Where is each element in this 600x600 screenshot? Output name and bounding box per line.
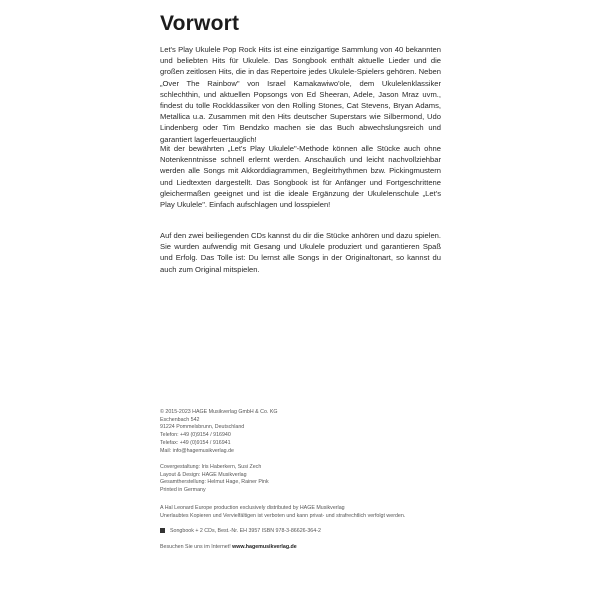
- website-link[interactable]: www.hagemusikverlag.de: [232, 544, 297, 550]
- credit-printed: Printed in Germany: [160, 487, 206, 494]
- phone-line: Telefon: +49 (0)9154 / 916940: [160, 432, 231, 439]
- square-bullet-icon: [160, 528, 165, 533]
- copyright-line: © 2015-2023 HAGE Musikverlag GmbH & Co. KG: [160, 409, 278, 415]
- fax-line: Telefax: +49 (0)9154 / 916941: [160, 439, 231, 446]
- publisher-info: [160, 409, 450, 455]
- address-city: 91224 Pommelsbrunn, Deutschland: [160, 424, 245, 431]
- paragraph-cds: Auf den zwei beiliegenden CDs kannst du dir die Stücke anhören und dazu spielen. Sie wurden aufwendig mit Gesang und Ukulele produziert und garantieren Spaß und Erfolg. Das Tolle ist: Du lernst alle Songs in der Originaltonart, so kannst du auch zum Original mitspielen.: [160, 231, 441, 274]
- website-info: [160, 544, 450, 552]
- credit-layout: Layout & Design: HAGE Musikverlag: [160, 471, 247, 478]
- paragraph-intro: Let's Play Ukulele Pop Rock Hits ist eine einzigartige Sammlung von 40 bekannten und beliebten Hits für Ukulele. Das Songbook enthält aktuelle Lieder und die großen zeitlosen Hits, die in das Repertoire jedes Ukulele-Spielers gehören. Neben „Over The Rainbow" von Israel Kamakawiwo'ole, dem Ukulelenklassiker schlechthin, und aktuellen Popsongs von Ed Sheeran, Adele, Jason Mraz uvm., findest du tolle Rockklassiker von den Rolling Stones, Cat Stevens, Bryan Adams, Metallica u.a. Zusammen mit den Hits deutscher Superstars wie Silbermond, Udo Lindenberg oder Tim Bendzko machen sie das Buch abwechslungsreich und garantiert lagerfeuertauglich!: [160, 45, 441, 144]
- product-info: [160, 528, 450, 536]
- mail-line: Mail: info@hagemusikverlag.de: [160, 447, 234, 454]
- legal-info: [160, 505, 450, 520]
- page-title: Vorwort: [160, 12, 240, 35]
- website-prefix: Besuchen Sie uns im Internet!: [160, 544, 231, 550]
- credit-cover: Covergestaltung: Iris Haberkern, Susi Zech: [160, 464, 262, 470]
- distribution-line: A Hal Leonard Europe production exclusively distributed by HAGE Musikverlag: [160, 505, 345, 511]
- copy-warning-line: Unerlaubtes Kopieren und Vervielfältigen ist verboten und kann privat- und strafrechtlich verfolgt werden.: [160, 512, 406, 519]
- credits-info: [160, 464, 450, 495]
- product-line: Songbook + 2 CDs, Best.-Nr. EH 3957 ISBN 978-3-86626-364-2: [170, 528, 321, 534]
- credit-production: Gesamtherstellung: Helmut Hage, Rainer Pink: [160, 479, 269, 486]
- paragraph-method: Mit der bewährten „Let's Play Ukulele"-Methode können alle Stücke auch ohne Notenkenntnisse schnell erlernt werden. Anschaulich und leicht nachvollziehbar werden alle Songs mit Akkorddiagrammen, Begleitrhythmen bzw. Pickingmustern und Liedtexten dargestellt. Das Songbook ist für Anfänger und Fortgeschrittene gleichermaßen geeignet und ist die ideale Ergänzung der Ukulelenschule „Let's Play Ukulele". Einfach aufschlagen und losspielen!: [160, 144, 441, 210]
- address-street: Eschenbach 542: [160, 416, 200, 423]
